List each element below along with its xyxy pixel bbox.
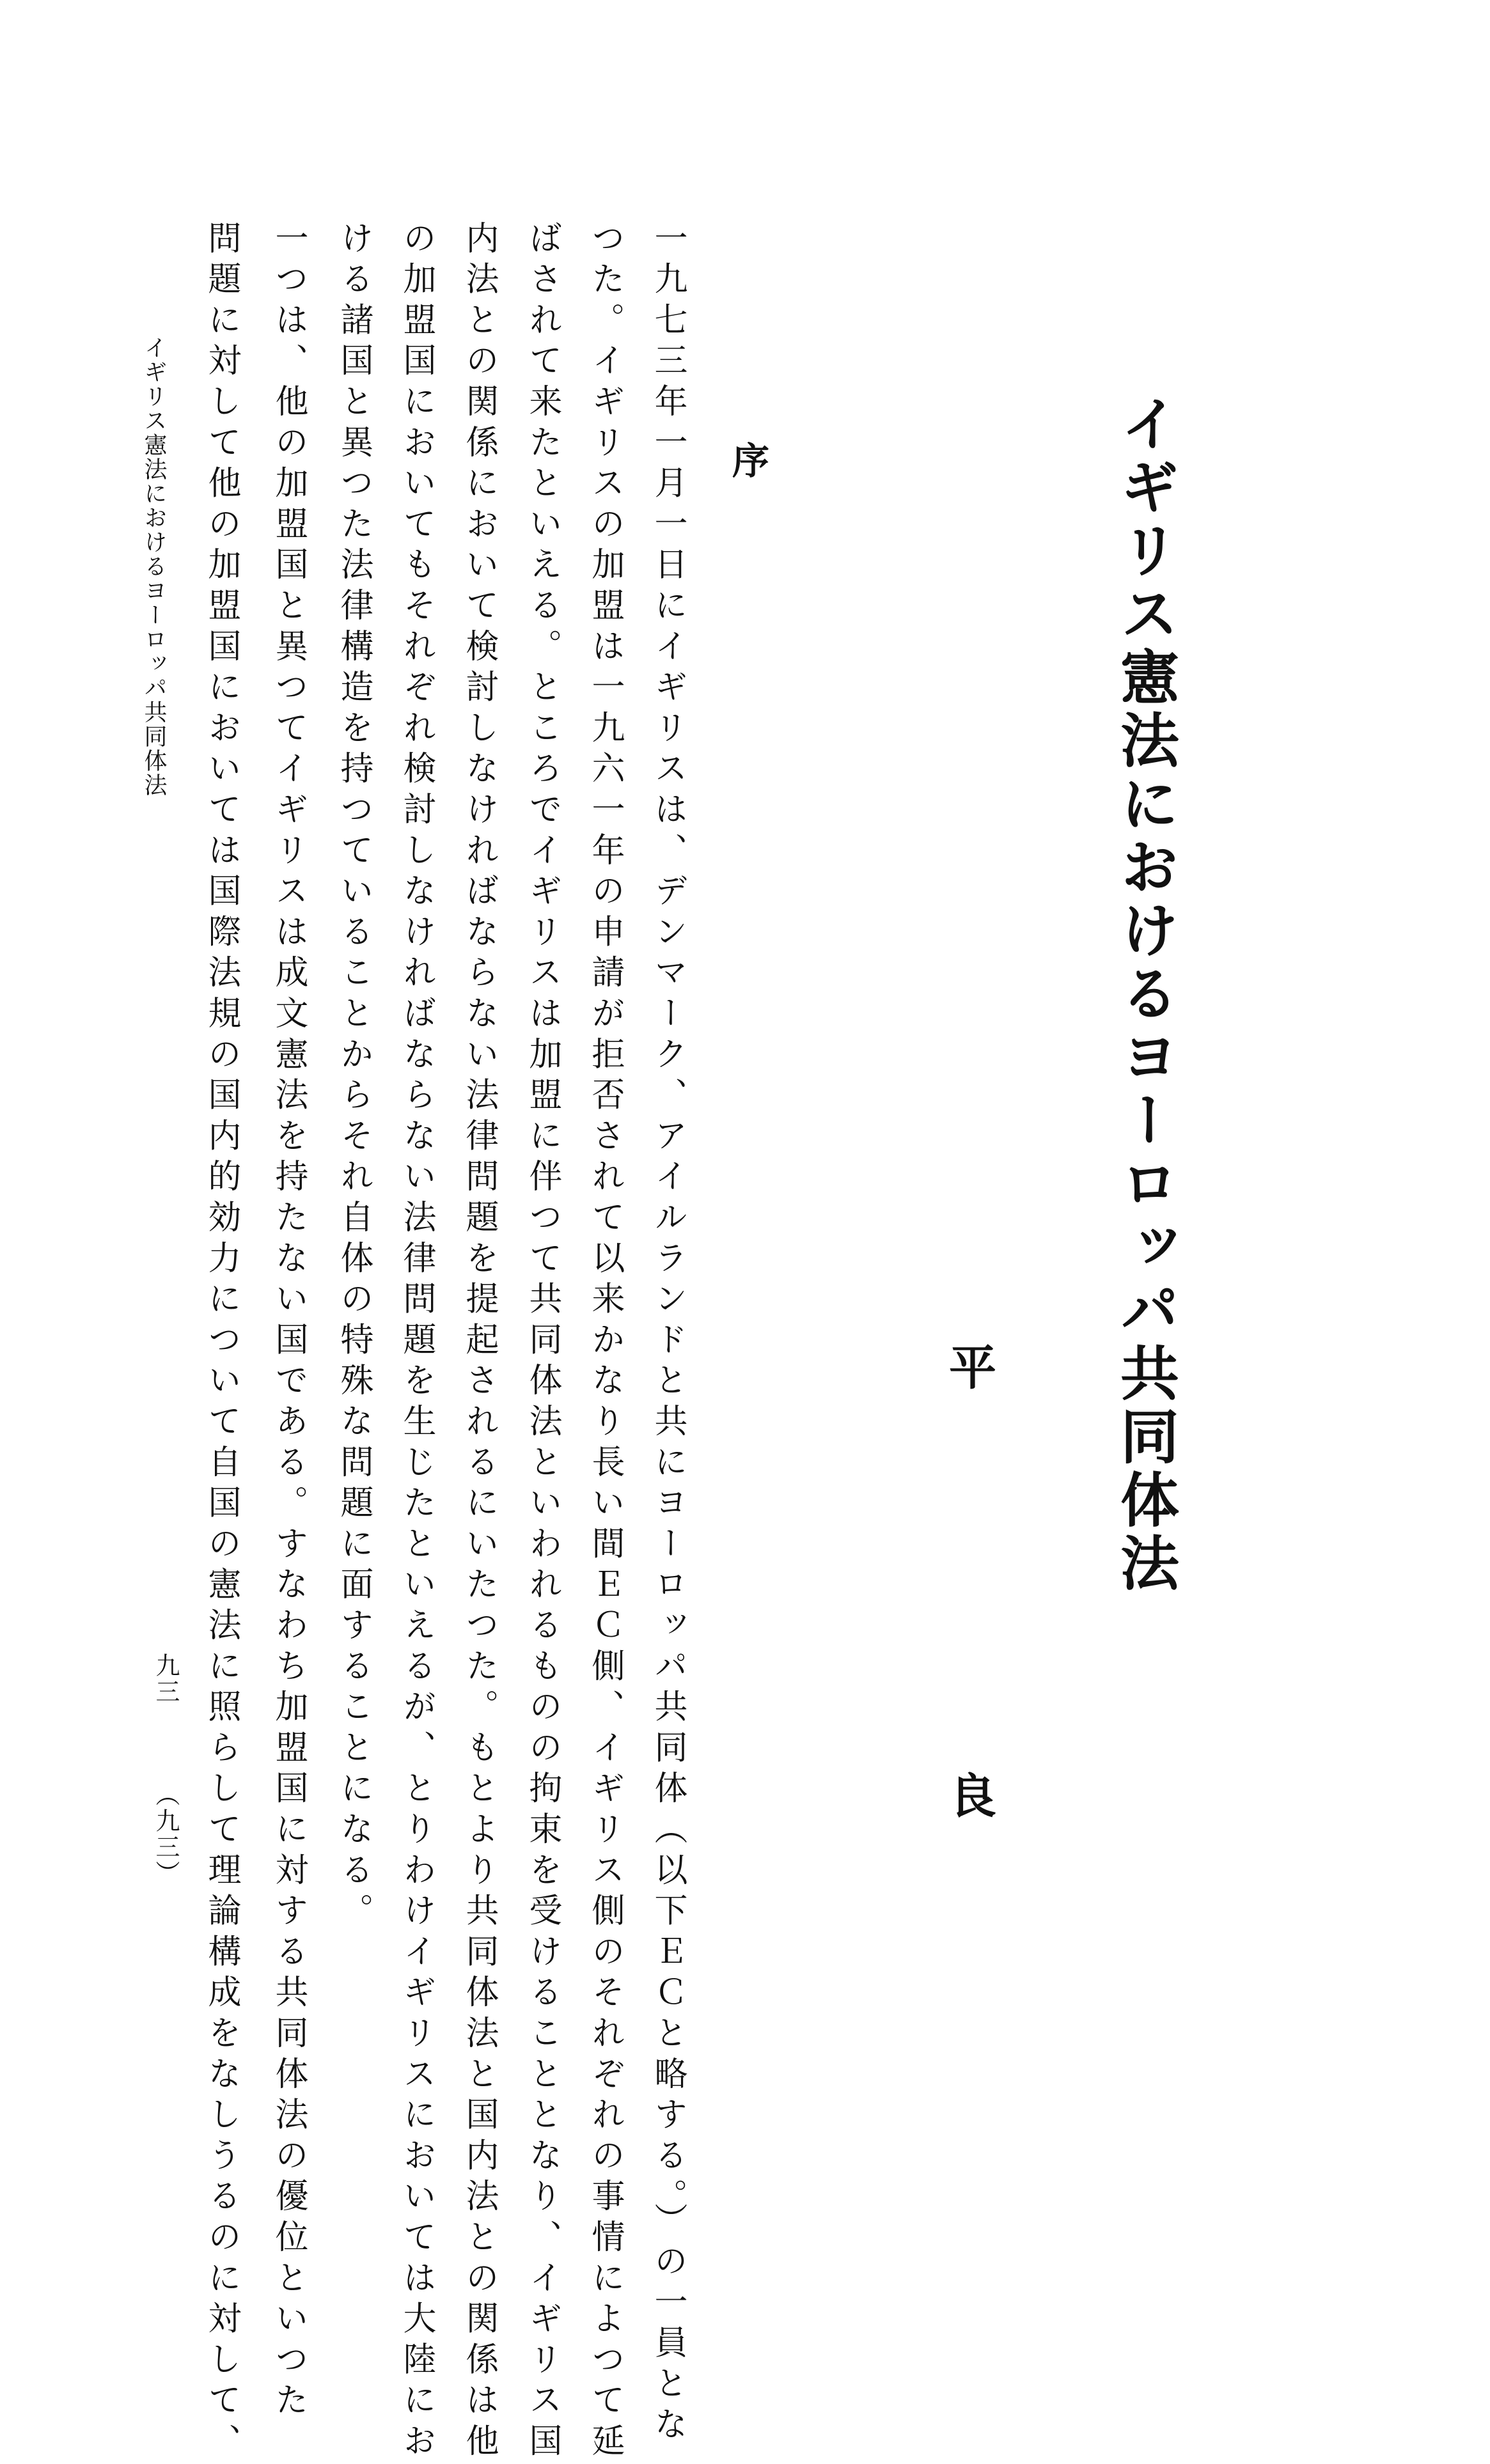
body-line: ける諸国と異つた法律構造を持つていることからそれ自体の特殊な問題に面することになる。 (334, 221, 373, 1934)
body-line: ばされて来たといえる。ところでイギリスは加盟に伴つて共同体法といわれるものの拘束を受けることとなり、イギリス国 (523, 221, 561, 2464)
body-line: 一つは、他の加盟国と異つてイギリスは成文憲法を持たない国である。すなわち加盟国に対する共同体法の優位といつた (269, 221, 308, 2424)
section-heading: 序 (726, 441, 769, 478)
page-numbers (153, 1653, 178, 1887)
body-line: 問題に対して他の加盟国においては国際法規の国内的効力について自国の憲法に照らして理論構成をなしうるのに対して、 (202, 221, 240, 2464)
author-given-name: 良 (941, 1771, 996, 1818)
running-title: イギリス憲法におけるヨーロッパ共同体法 (141, 336, 167, 797)
page-number-parenthesized: （九三） (152, 1782, 180, 1887)
author-surname: 平 (941, 1343, 996, 1390)
body-line: つた。イギリスの加盟は一九六一年の申請が拒否されて以来かなり長い間ＥＣ側、イギリス側のそれぞれの事情によつて延 (586, 221, 624, 2464)
page-number: 九三 (152, 1653, 180, 1705)
article-title: イギリス憲法におけるヨーロッパ共同体法 (1111, 393, 1180, 1596)
body-line: の加盟国においてもそれぞれ検討しなければならない法律問題を生じたといえるが、とりわけイギリスにおいては大陸にお (397, 221, 435, 2464)
body-line: 内法との関係において検討しなければならない法律問題を提起されるにいたつた。もとより共同体法と国内法との関係は他 (460, 221, 498, 2464)
body-line: 一九七三年一月一日にイギリスは、デンマーク、アイルランドと共にヨーロッパ共同体（以下ＥＣと略する。）の一員とな (648, 221, 687, 2447)
